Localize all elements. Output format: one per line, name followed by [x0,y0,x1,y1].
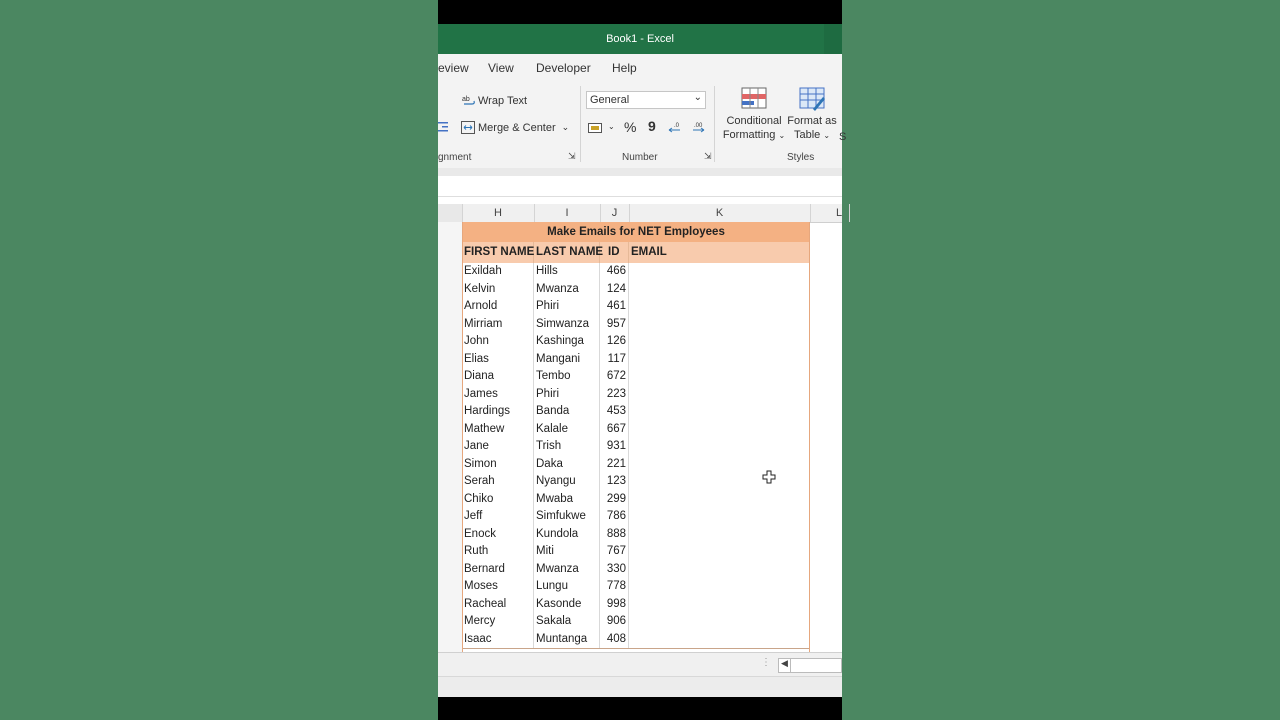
dialog-launcher-icon[interactable]: ⇲ [704,151,712,161]
table-row [462,613,810,632]
format-as-table-button[interactable] [786,87,838,143]
cell-first-name[interactable]: James [462,386,534,404]
cell-id[interactable]: 117 [600,351,629,369]
table-row [462,631,810,650]
table-row [462,561,810,580]
svg-text:ab: ab [462,96,470,103]
ribbon-gap [438,168,842,176]
cell-last-name[interactable]: Muntanga [534,631,600,649]
conditional-formatting-label-2: Formatting [722,129,776,141]
table-row [462,596,810,615]
cell-first-name[interactable]: Ruth [462,543,534,561]
tab-split-handle[interactable]: ⋮ [761,657,771,668]
cell-last-name[interactable]: Tembo [534,368,600,386]
cell-last-name[interactable]: Miti [534,543,600,561]
cell-last-name[interactable]: Sakala [534,613,600,631]
cell-id[interactable]: 123 [600,473,629,491]
cell-id[interactable]: 778 [600,578,629,596]
cell-first-name[interactable]: Kelvin [462,281,534,299]
cell-first-name[interactable]: Moses [462,578,534,596]
column-header-h[interactable]: H [462,204,535,222]
table-header-row [462,242,810,264]
cell-first-name[interactable]: Bernard [462,561,534,579]
column-header-k[interactable]: K [629,204,811,222]
cell-id[interactable]: 299 [600,491,629,509]
chevron-down-icon[interactable]: ⌄ [561,122,570,132]
cell-id[interactable]: 786 [600,508,629,526]
cell-id[interactable]: 667 [600,421,629,439]
cell-last-name[interactable]: Phiri [534,386,600,404]
cell-last-name[interactable]: Lungu [534,578,600,596]
increase-decimal-icon[interactable] [668,120,684,134]
formula-bar[interactable] [438,176,842,197]
table-row [462,456,810,475]
tab-developer[interactable]: Developer [536,61,591,75]
cell-first-name[interactable]: Simon [462,456,534,474]
cell-email[interactable] [629,386,810,404]
cell-email[interactable] [629,421,810,439]
cell-first-name[interactable]: Jane [462,438,534,456]
cell-last-name[interactable]: Mangani [534,351,600,369]
cell-last-name[interactable]: Kundola [534,526,600,544]
cell-id[interactable]: 124 [600,281,629,299]
format-as-table-label-2: Table [793,129,821,141]
column-header-j[interactable]: J [600,204,630,222]
cell-email[interactable] [629,613,810,631]
number-group-label: Number [622,152,658,163]
cell-email[interactable] [629,456,810,474]
cell-id[interactable]: 888 [600,526,629,544]
cell-styles-button[interactable]: S [839,131,847,143]
chevron-down-icon[interactable]: ⌄ [608,122,615,131]
cell-first-name[interactable]: Mirriam [462,316,534,334]
comma-style-button[interactable]: 9 [648,118,656,134]
cell-id[interactable]: 672 [600,368,629,386]
cell-email[interactable] [629,543,810,561]
cell-last-name[interactable]: Trish [534,438,600,456]
wrap-text-button[interactable] [462,94,527,108]
cell-email[interactable] [629,298,810,316]
styles-group-label: Styles [787,152,815,163]
cell-email[interactable] [629,578,810,596]
background-right [842,0,1280,720]
chevron-down-icon: ⌄ [693,92,702,103]
status-bar [438,676,842,697]
cell-id[interactable]: 126 [600,333,629,351]
cell-first-name[interactable]: Diana [462,368,534,386]
cell-first-name[interactable]: Arnold [462,298,534,316]
table-row [462,543,810,562]
table-row [462,386,810,405]
background-left [0,0,438,720]
cell-id[interactable]: 221 [600,456,629,474]
excel-window [438,0,847,720]
dialog-launcher-icon[interactable]: ⇲ [568,151,576,161]
worksheet-grid[interactable] [438,197,842,652]
cell-id[interactable]: 461 [600,298,629,316]
table-row [462,316,810,335]
cell-cursor-icon [763,471,775,483]
svg-text:.0: .0 [674,123,680,129]
scroll-left-icon[interactable]: ◀ [781,658,788,668]
cell-first-name[interactable]: Serah [462,473,534,491]
cell-first-name[interactable]: Jeff [462,508,534,526]
table-row [462,526,810,545]
conditional-formatting-icon [741,87,767,111]
cell-email[interactable] [629,368,810,386]
cell-last-name[interactable]: Phiri [534,298,600,316]
cell-first-name[interactable]: Mathew [462,421,534,439]
cell-id[interactable]: 767 [600,543,629,561]
cell-last-name[interactable]: Mwanza [534,561,600,579]
cell-id[interactable]: 408 [600,631,629,649]
decrease-decimal-icon[interactable] [692,120,708,134]
cell-id[interactable]: 330 [600,561,629,579]
sheet-tabs-bar [438,652,842,677]
table-row [462,438,810,457]
row-headers [438,222,463,652]
cell-email[interactable] [629,596,810,614]
table-row [462,333,810,352]
table-row [462,508,810,527]
cell-last-name[interactable]: Kasonde [534,596,600,614]
cell-email[interactable] [629,473,810,491]
cell-first-name[interactable]: Chiko [462,491,534,509]
cell-last-name[interactable]: Simwanza [534,316,600,334]
cell-id[interactable]: 906 [600,613,629,631]
wrap-text-label: Wrap Text [478,95,528,107]
format-as-table-icon [799,87,825,111]
column-header-l[interactable]: L [810,204,850,222]
cell-last-name[interactable]: Simfukwe [534,508,600,526]
cell-last-name[interactable]: Hills [534,263,600,281]
cell-email[interactable] [629,508,810,526]
cell-email[interactable] [629,631,810,649]
merge-center-label: Merge & Center [478,121,556,134]
cell-id[interactable]: 466 [600,263,629,281]
table-row [462,491,810,510]
header-email[interactable]: EMAIL [631,246,667,258]
cell-id[interactable]: 931 [600,438,629,456]
cell-email[interactable] [629,561,810,579]
svg-text:.00: .00 [694,123,703,129]
table-row [462,473,810,492]
cell-id[interactable]: 453 [600,403,629,421]
cell-last-name[interactable]: Mwanza [534,281,600,299]
percent-style-button[interactable]: % [624,119,637,135]
conditional-formatting-label: Conditional [726,115,782,127]
title-bar-button[interactable] [824,24,842,54]
alignment-group-label: gnment [438,152,472,163]
cell-email[interactable] [629,526,810,544]
cell-id[interactable]: 998 [600,596,629,614]
cell-last-name[interactable]: Mwaba [534,491,600,509]
header-first-name[interactable]: FIRST NAME [462,242,534,263]
cell-email[interactable] [629,403,810,421]
cell-first-name[interactable]: Enock [462,526,534,544]
header-id[interactable]: ID [600,242,629,263]
tab-view[interactable]: View [488,61,514,75]
cell-first-name[interactable]: John [462,333,534,351]
table-title[interactable]: Make Emails for NET Employees [462,222,810,242]
cell-first-name[interactable]: Exildah [462,263,534,281]
column-header-i[interactable]: I [534,204,601,222]
table-row [462,421,810,440]
cell-email[interactable] [629,263,810,281]
cell-last-name[interactable]: Daka [534,456,600,474]
cell-first-name[interactable]: Mercy [462,613,534,631]
table-row [462,263,810,282]
cell-last-name[interactable]: Banda [534,403,600,421]
table-row [462,351,810,370]
cell-email[interactable] [629,333,810,351]
cell-last-name[interactable]: Nyangu [534,473,600,491]
chevron-down-icon: ⌄ [823,131,831,140]
select-all-corner[interactable] [438,204,463,222]
cell-id[interactable]: 223 [600,386,629,404]
format-as-table-label: Format as [787,115,837,127]
cell-email[interactable] [629,316,810,334]
chevron-down-icon: ⌄ [778,131,786,140]
title-bar [438,24,842,54]
table-row [462,281,810,300]
horizontal-scrollbar[interactable] [778,658,842,673]
wrap-text-icon [462,94,476,108]
cell-id[interactable]: 957 [600,316,629,334]
cell-email[interactable] [629,438,810,456]
cell-first-name[interactable]: Isaac [462,631,534,649]
cell-first-name[interactable]: Racheal [462,596,534,614]
indent-icon[interactable] [438,120,450,134]
conditional-formatting-button[interactable] [722,87,786,143]
merge-center-button[interactable] [461,121,569,134]
table-row [462,403,810,422]
cell-email[interactable] [629,491,810,509]
column-headers [438,204,842,223]
header-last-name[interactable]: LAST NAME [534,242,600,263]
window-title: Book1 - Excel [606,33,674,45]
cell-email[interactable] [629,281,810,299]
cell-last-name[interactable]: Kashinga [534,333,600,351]
tab-review[interactable]: eview [438,61,469,75]
ribbon [438,82,847,169]
cell-first-name[interactable]: Hardings [462,403,534,421]
ribbon-tabs [438,54,842,82]
tab-help[interactable]: Help [612,61,637,75]
accounting-format-icon[interactable] [588,122,606,134]
cell-last-name[interactable]: Kalale [534,421,600,439]
number-format-dropdown[interactable] [586,91,706,109]
cell-first-name[interactable]: Elias [462,351,534,369]
table-row [462,578,810,597]
table-row [462,298,810,317]
cell-email[interactable] [629,351,810,369]
table-row [462,368,810,387]
number-format-value: General [590,94,630,106]
merge-center-icon [461,121,475,134]
